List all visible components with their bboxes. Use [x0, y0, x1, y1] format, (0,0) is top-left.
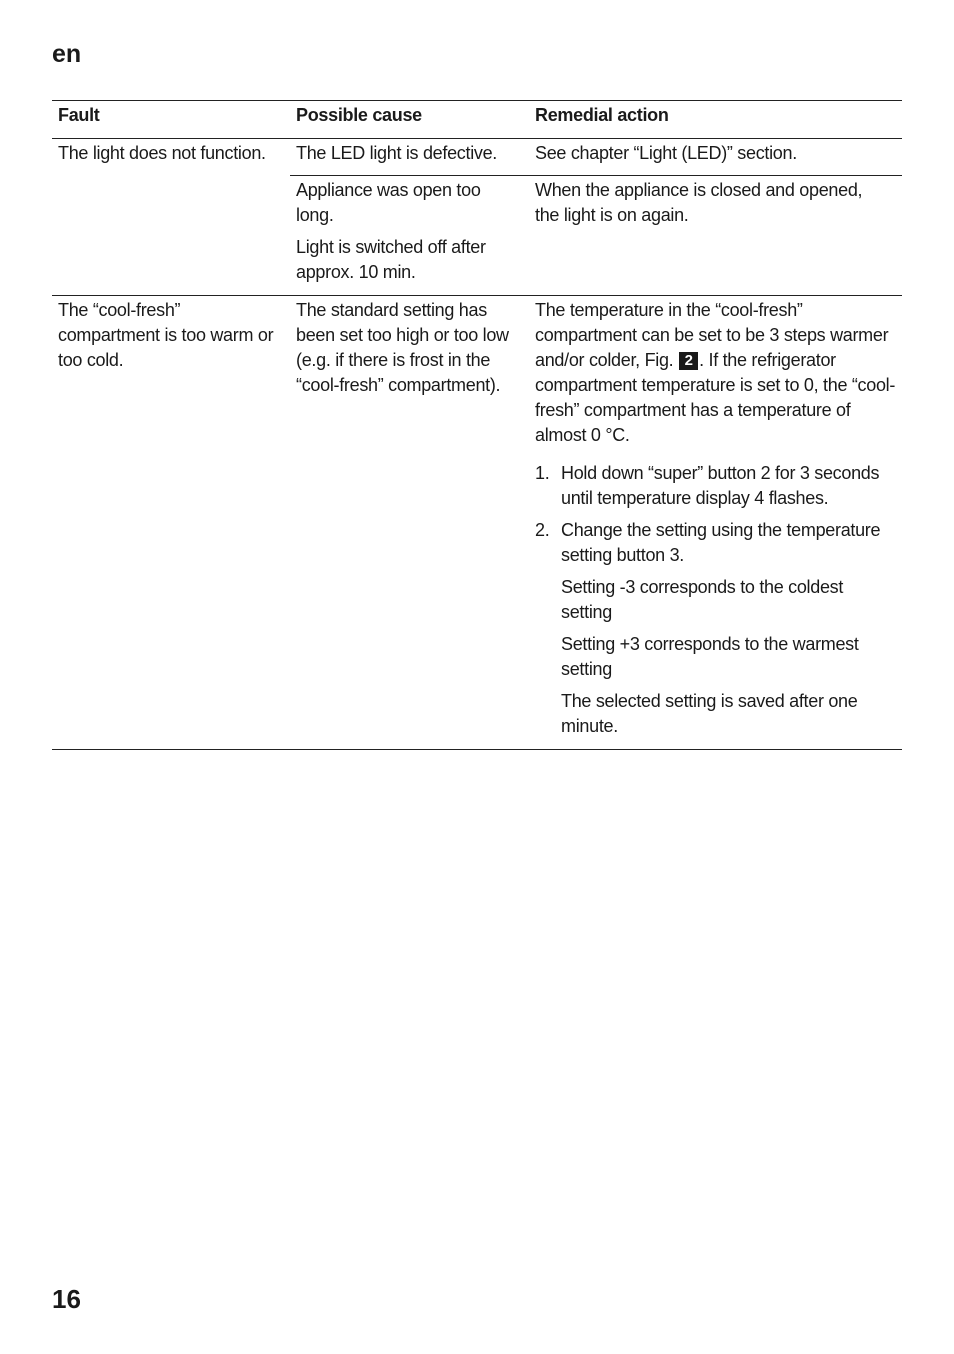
row1-inner-rule: [290, 175, 902, 176]
row1-cause-b2: Light is switched off after approx. 10 min.: [296, 237, 486, 282]
action-intro-part1: The temperature in the “cool-fresh” compartment can be set to be 3 steps warmer and/or colder, Fig.: [535, 300, 889, 370]
row1-action-b: When the appliance is closed and opened, the light is on again.: [535, 180, 863, 225]
step-2-number: 2.: [535, 520, 550, 540]
action-intro-part2: . If the refrigerator compartment temperature is set to 0, the “cool-fresh” compartment has a temperature of almost 0 °C.: [535, 350, 896, 445]
row1-bottom-rule: [52, 295, 902, 296]
row1-action-a: See chapter “Light (LED)” section.: [535, 143, 797, 163]
note-coldest: Setting -3 corresponds to the coldest setting: [561, 577, 844, 622]
table-bottom-rule: [52, 749, 902, 750]
row2-action: [535, 298, 897, 739]
step-2-text: Change the setting using the temperature setting button 3.: [561, 520, 881, 565]
table-top-rule: [52, 100, 902, 101]
row2-cause: The standard setting has been set too high or too low (e.g. if there is frost in the “cool-fresh” compartment).: [296, 300, 509, 395]
figure-reference-badge: 2: [679, 352, 698, 370]
header-possible-cause: Possible cause: [296, 105, 422, 125]
row1-cause-b: [296, 178, 516, 285]
header-remedial-action: Remedial action: [535, 105, 669, 125]
page-number: 16: [52, 1284, 81, 1314]
step-1-text: Hold down “super” button 2 for 3 seconds until temperature display 4 flashes.: [561, 463, 880, 508]
note-saved: The selected setting is saved after one minute.: [561, 691, 858, 736]
header-bottom-rule: [52, 138, 902, 139]
step-1-number: 1.: [535, 463, 550, 483]
row1-cause-b1: Appliance was open too long.: [296, 180, 481, 225]
row2-fault: The “cool-fresh” compartment is too warm or too cold.: [58, 300, 274, 370]
step-2: [535, 518, 897, 568]
header-fault: Fault: [58, 105, 100, 125]
row2-action-intro: [535, 298, 897, 448]
note-warmest: Setting +3 corresponds to the warmest setting: [561, 634, 859, 679]
step-1: [535, 461, 897, 511]
row1-fault: The light does not function.: [58, 143, 266, 163]
language-label: en: [52, 40, 82, 68]
row1-cause-a: The LED light is defective.: [296, 143, 498, 163]
